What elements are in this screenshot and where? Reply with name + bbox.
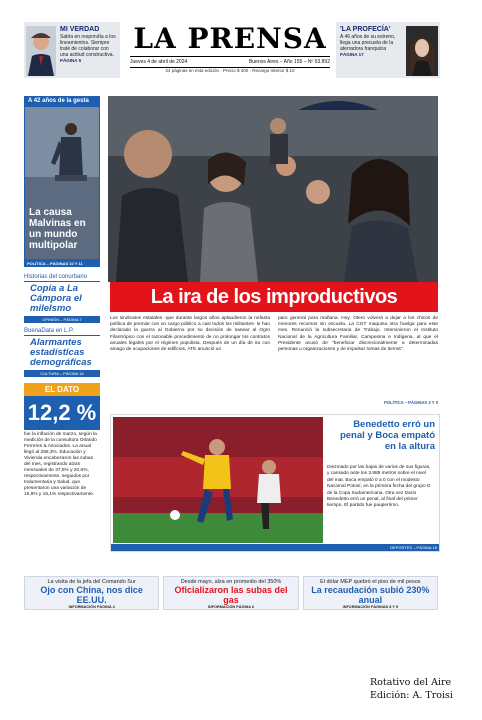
bottom-teaser-recaudacion[interactable]: [303, 576, 438, 610]
main-ref: POLÍTICA – PÁGINAS 2 Y 3: [384, 400, 438, 405]
left-teaser-ref: PÁGINA 5: [60, 58, 82, 63]
bottom-teasers: [24, 576, 438, 610]
politician-portrait-icon: [26, 26, 56, 76]
malvinas-tag: A 42 años de la gesta: [24, 96, 100, 106]
dato-text: fue la inflación de marzo, según la medición de la consultora Orlando Ferreres & Asociados. La anual llegó al 288,3%. Educación y Vivienda encabezaron las subas del mes, registrando alzas mensuales de 37,5% y 20,6%, respectivamente, seguidos por Indumentaria y Salud, que presentaron una variación de 16,8% y 15,1% respectivamente.: [24, 432, 97, 497]
bottom-teaser-headline: Ojo con China, nos dice EE.UU.: [40, 585, 143, 605]
sports-headline: Benedetto erró un penal y Boca empató en la altura: [339, 419, 435, 452]
price-line: 24 páginas en esta edición · Precio $ 400 · Recargo Interior $ 10: [165, 68, 295, 73]
sports-text: Diezmado por las bajas de varios de sus figuras, y cansado ante los 3.885 metros sobre el nivel del mar, Boca empató 0 a 0 con el modesto Nacional Potosí, en la primera fecha del grupo D de la Copa Sudamericana. Otra vez Darío Benedetto erró un penal, al final del primer tiempo. El partido fue pauperrimo.: [327, 465, 431, 509]
right-teaser-ref: PÁGINA 17: [340, 52, 364, 57]
bottom-teaser-china[interactable]: [24, 576, 159, 610]
bottom-teaser-kicker: La visita de la jefa del Comando Sur: [47, 579, 136, 585]
football-match-icon: [113, 417, 323, 543]
newspaper-logo: LA PRENSA: [133, 22, 327, 55]
sports-feature[interactable]: [110, 414, 440, 552]
main-photo[interactable]: [108, 96, 438, 282]
main-headline[interactable]: La ira de los improductivos: [110, 282, 438, 312]
main-body-col1: Los sindicatos estatales -que durante largos años aplaudieron la nefasta política de premiar con un cargo público a casi todos los militantes- le han declarado la guerra al Gobierno por su decisión de sanear al Ogro Filantrópico con el razonable procedimiento de no prolongar los contratos anuales legales por el régimen populista. Después de un día de ira con amago de ocupaciones de edificios, ATE anunció un: [110, 316, 270, 353]
colophon: [370, 676, 453, 702]
story-demograficas[interactable]: Alarmantes estadísticas demográficas: [30, 337, 92, 368]
bottom-teaser-gas[interactable]: [163, 576, 298, 610]
right-teaser-kicker: 'LA PROFECÍA': [340, 26, 391, 33]
story-camporा[interactable]: Copia a La Cámpora el milelsmo: [30, 283, 82, 314]
sports-photo: [113, 417, 323, 543]
malvinas-feature[interactable]: [24, 106, 100, 260]
sports-ref: DEPORTES – PÁGINA 16: [111, 544, 439, 551]
bottom-teaser-ref: INFORMACIÓN PÁGINA 6: [207, 605, 255, 609]
bottom-teaser-ref: INFORMACIÓN PÁGINA 4: [68, 605, 115, 609]
edition-date: Jueves 4 de abril de 2024: [130, 59, 188, 65]
edition-place-issue: Buenos Aires – Año 155 – Nº 53.892: [248, 59, 330, 65]
masthead-left-teaser[interactable]: [24, 22, 120, 78]
story1-ref: OPINIÓN – PÁGINA 7: [24, 316, 100, 323]
dato-label: EL DATO: [24, 383, 100, 396]
right-teaser-text: A 46 años de su estreno, llega una precuela de la aterradora franquicia: [340, 34, 396, 52]
left-teaser-text: Sabía en respondía a los lineamientos. Siempre traté de colaborar con una actitud constructiva.: [60, 34, 116, 58]
masthead-right-teaser[interactable]: [336, 22, 440, 78]
colophon-line2: Edición: A. Troisi: [370, 690, 453, 701]
section-buenadata: BuenaData en L.P.: [24, 327, 100, 336]
section-conurbano: Historias del conurbano: [24, 273, 100, 282]
bottom-teaser-headline: Oficializaron las subas del gas: [174, 585, 288, 605]
protest-crowd-icon: [108, 96, 438, 282]
movie-still-icon: [406, 26, 438, 76]
story2-ref: CULTURA – PÁGINA 18: [24, 370, 100, 377]
colophon-line1: Rotativo del Aire: [370, 677, 452, 688]
dato-value: 12,2 %: [24, 396, 100, 430]
left-column: [24, 96, 100, 500]
malvinas-ref: POLÍTICA – PÁGINAS 10 Y 11: [24, 260, 100, 267]
bottom-teaser-kicker: El dólar MEP quebró el piso de mil pesos: [320, 579, 421, 585]
dateline: [130, 56, 330, 68]
newspaper-front-page: [20, 20, 444, 618]
bottom-teaser-headline: La recaudación subió 230% anual: [311, 585, 430, 605]
bottom-teaser-ref: INFORMACIÓN PÁGINAS 8 Y 9: [342, 605, 398, 609]
malvinas-headline: La causa Malvinas en un mundo multipolar: [29, 207, 86, 251]
left-teaser-kicker: MI VERDAD: [60, 26, 100, 33]
bottom-teaser-kicker: Desde mayo, alza en promedio del 350%: [180, 579, 282, 585]
main-body-col2: paro general para mañana. Hoy, Otero volverá a dejar a los chicos de menores recursos sin escuela. La CGT maquina otra huelga para este mes. Renunció la subsecretaria de Trabajo. Intervinieron el Instituto Nacional de la Agricultura Familiar, Campesina e Indígena, al que el Presidente acusó de "beneficiar discrecionalmente a determinadas personas u organizaciones y de impulsar tomas de tierras".: [278, 316, 438, 353]
